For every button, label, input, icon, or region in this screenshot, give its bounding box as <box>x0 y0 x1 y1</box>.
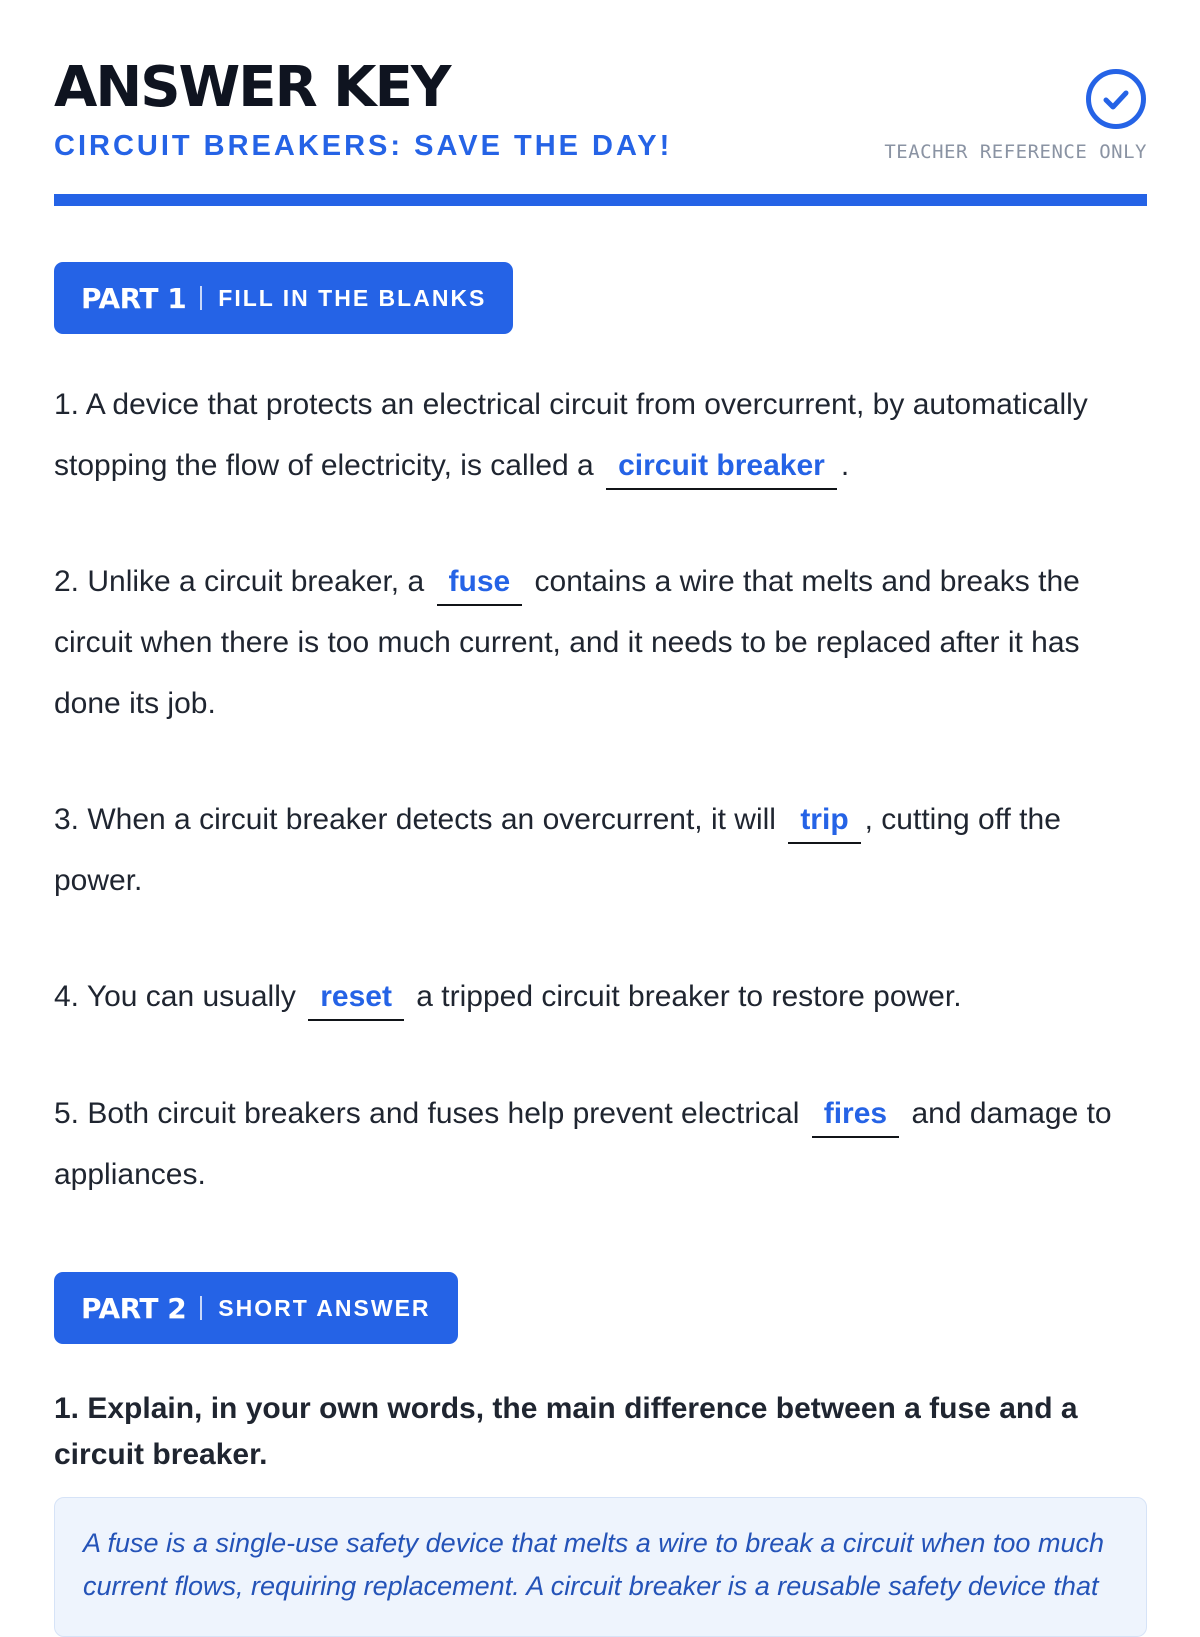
part-1-number: PART 1 <box>81 281 187 315</box>
question-text-before: 1. A device that protects an electrical circuit from overcurrent, by automatically stopping the flow of electricity, is called a <box>54 388 1088 482</box>
answer-blank: fires <box>812 1092 899 1138</box>
answer-blank: fuse <box>437 560 523 606</box>
short-answer-response-box <box>54 1497 1147 1637</box>
answer-blank: reset <box>308 975 404 1021</box>
question-text-after: a tripped circuit breaker to restore power. <box>416 980 962 1013</box>
part-1-name: FILL IN THE BLANKS <box>218 284 487 311</box>
fill-blank-question-4 <box>54 966 1154 1027</box>
answer-blank: trip <box>788 798 860 844</box>
short-answer-question-1: 1. Explain, in your own words, the main difference between a fuse and a circuit breaker. <box>54 1392 1078 1471</box>
short-answer-response-text: A fuse is a single-use safety device that melts a wire to break a circuit when too much current flows, requiring replacement. A circuit breaker is a reusable safety device that <box>83 1528 1104 1601</box>
question-text-before: 5. Both circuit breakers and fuses help prevent electrical <box>54 1097 800 1130</box>
question-text-after: . <box>840 449 850 482</box>
question-text-before: 4. You can usually <box>54 980 296 1013</box>
question-text-before: 3. When a circuit breaker detects an overcurrent, it will <box>54 803 776 836</box>
question-text-after: , cutting off the power. <box>54 803 1061 897</box>
teacher-reference-label: TEACHER REFERENCE ONLY <box>884 141 1147 163</box>
question-text-before: 2. Unlike a circuit breaker, a <box>54 565 425 598</box>
question-text-after: and damage to appliances. <box>54 1097 1112 1191</box>
fill-blank-question-3 <box>54 789 1154 911</box>
answer-blank: circuit breaker <box>606 444 837 490</box>
fill-blank-question-2 <box>54 551 1154 734</box>
part-2-name: SHORT ANSWER <box>218 1294 431 1321</box>
header-divider <box>54 194 1147 206</box>
question-text-after: contains a wire that melts and breaks the circuit when there is too much current, and it needs to be replaced after it has done its job. <box>54 565 1080 720</box>
part-2-badge <box>54 1272 458 1344</box>
part-badge-separator <box>200 1296 202 1320</box>
page-title: ANSWER KEY <box>54 55 450 120</box>
check-circle-icon <box>1085 68 1147 130</box>
part-badge-separator <box>200 286 202 310</box>
page-subtitle: CIRCUIT BREAKERS: SAVE THE DAY! <box>54 130 673 162</box>
part-1-badge <box>54 262 513 334</box>
part-2-number: PART 2 <box>81 1291 187 1325</box>
page-header <box>54 56 1147 168</box>
fill-blank-question-1 <box>54 374 1154 496</box>
fill-blank-question-5 <box>54 1083 1154 1205</box>
